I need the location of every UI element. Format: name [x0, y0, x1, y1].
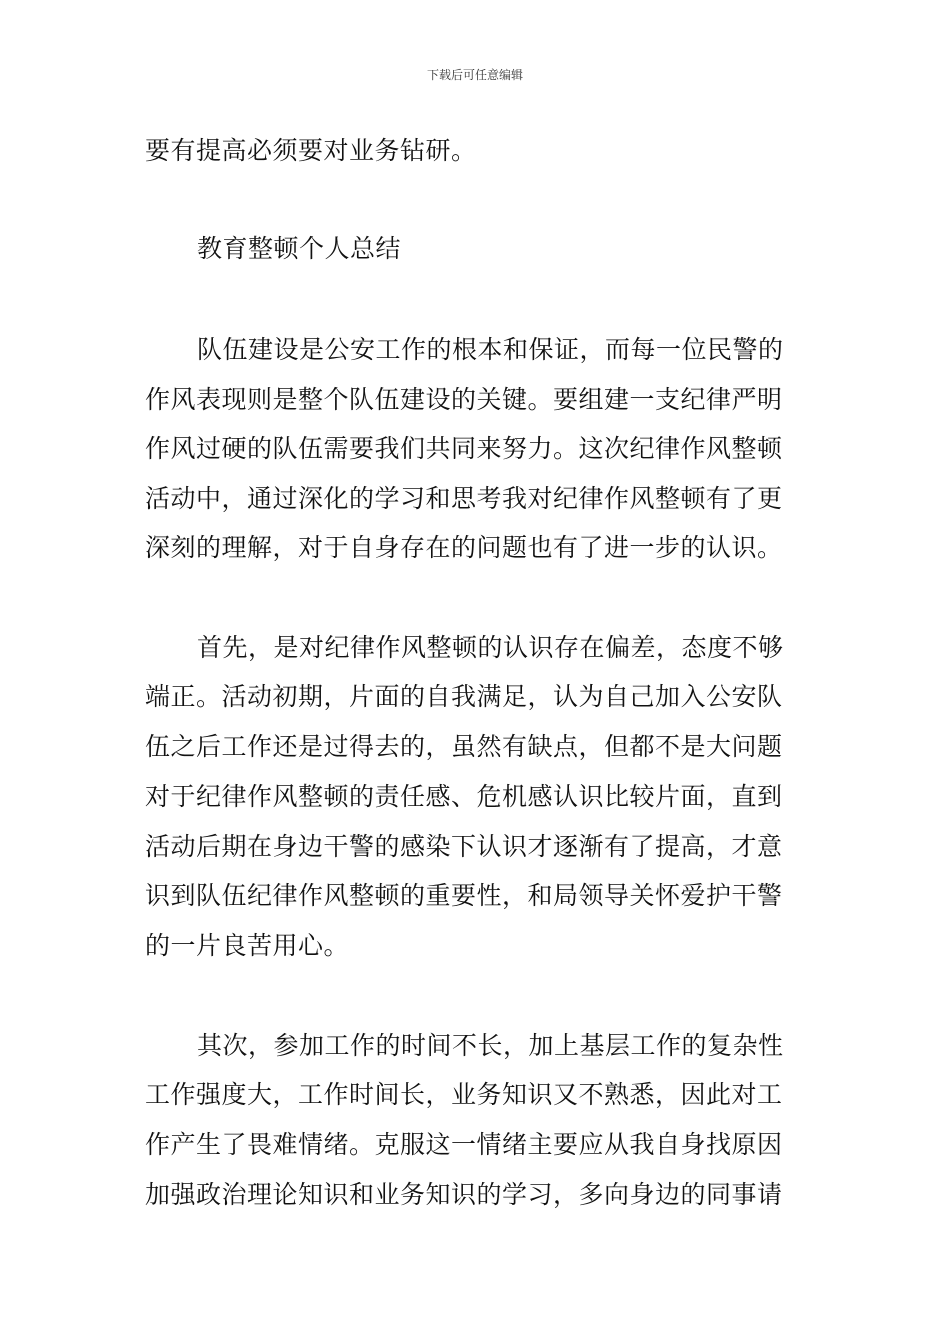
paragraph-line: 识到队伍纪律作风整顿的重要性，和局领导关怀爱护干警: [145, 881, 783, 910]
body-line: 要有提高必须要对业务钻研。: [145, 136, 477, 165]
paragraph-line: 加强政治理论知识和业务知识的学习，多向身边的同事请: [145, 1180, 783, 1209]
paragraph-line: 深刻的理解，对于自身存在的问题也有了进一步的认识。: [145, 533, 783, 562]
paragraph-line: 端正。活动初期，片面的自我满足，认为自己加入公安队: [145, 682, 783, 711]
paragraph-line: 队伍建设是公安工作的根本和保证，而每一位民警的: [197, 335, 784, 364]
paragraph-line: 伍之后工作还是过得去的，虽然有缺点，但都不是大问题: [145, 732, 783, 761]
section-title: 教育整顿个人总结: [197, 234, 402, 263]
paragraph-line: 活动中，通过深化的学习和思考我对纪律作风整顿有了更: [145, 484, 783, 513]
paragraph-line: 其次，参加工作的时间不长，加上基层工作的复杂性: [197, 1031, 784, 1060]
paragraph-line: 工作强度大，工作时间长，业务知识又不熟悉，因此对工: [145, 1080, 783, 1109]
paragraph-line: 活动后期在身边干警的感染下认识才逐渐有了提高，才意: [145, 832, 783, 861]
paragraph-line: 作风过硬的队伍需要我们共同来努力。这次纪律作风整顿: [145, 434, 783, 463]
paragraph-line: 的一片良苦用心。: [145, 931, 350, 960]
page-header: 下载后可任意编辑: [426, 68, 523, 82]
paragraph-line: 作风表现则是整个队伍建设的关键。要组建一支纪律严明: [145, 385, 783, 414]
paragraph-line: 首先，是对纪律作风整顿的认识存在偏差，态度不够: [197, 633, 784, 662]
paragraph-line: 对于纪律作风整顿的责任感、危机感认识比较片面，直到: [145, 782, 783, 811]
paragraph-line: 作产生了畏难情绪。克服这一情绪主要应从我自身找原因: [145, 1130, 783, 1159]
